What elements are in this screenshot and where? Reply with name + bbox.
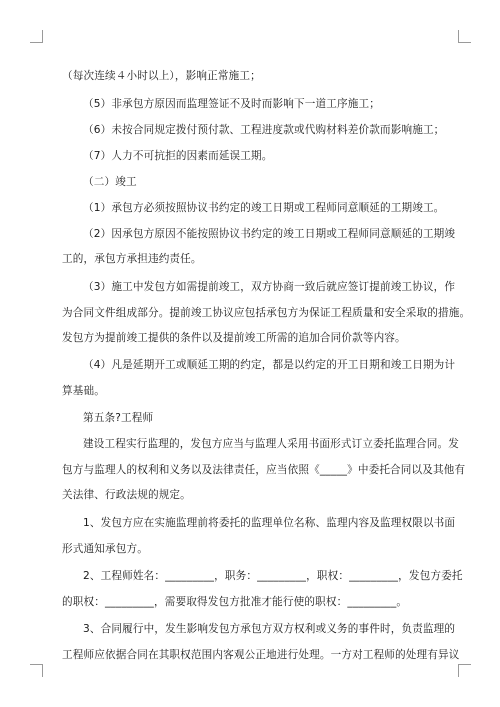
text-line: （1）承包方必须按照协议书约定的竣工日期或工程师同意顺延的工期竣工。 [83, 202, 445, 214]
text-line: （4）凡是延期开工或顺延工期的约定，都是以约定的开工日期和竣工日期为计 [83, 359, 456, 371]
text-line: （6）未按合同规定拨付预付款、工程进度款或代购材料差价款而影响施工； [83, 124, 445, 136]
text-line: 建设工程实行监理的，发包方应当与监理人采用书面形式订立委托监理合同。发 [83, 438, 460, 450]
text-line: （7）人力不可抗拒的因素而延误工期。 [83, 150, 273, 162]
text-line: 工程师应依据合同在其职权范围内客观公正地进行处理。一方对工程师的处理有异议 [62, 649, 460, 661]
text-line: 发包方为提前竣工提供的条件以及提前竣工所需的追加合同价款等内容。 [62, 332, 406, 344]
text-line: 算基础。 [62, 385, 105, 397]
text-line: 3、合同履行中，发生影响发包方承包方双方权利或义务的事件时，负责监理的 [83, 623, 456, 635]
text-line: 为合同文件组成部分。提前竣工协议应包括承包方为保证工程质量和安全采取的措施。 [62, 307, 471, 319]
text-line: （2）因承包方原因不能按照协议书约定的竣工日期或工程师同意顺延的工期竣 [83, 228, 456, 240]
text-line: （每次连续４小时以上），影响正常施工； [62, 70, 261, 82]
text-line: 形式通知承包方。 [62, 543, 148, 555]
text-line: （3）施工中发包方如需提前竣工，双方协商一致后就应签订提前竣工协议，作 [83, 281, 456, 293]
text-line: （5）非承包方原因而监理签证不及时而影响下一道工序施工； [83, 98, 380, 110]
article-heading: 第五条?工程师 [83, 412, 154, 424]
crop-mark-top-left [30, 30, 43, 43]
crop-mark-top-right [458, 30, 471, 43]
text-line: 关法律、行政法规的规定。 [62, 489, 191, 501]
text-line: 的职权：_________，需要取得发包方批准才能行使的职权：_________。 [62, 596, 408, 608]
crop-mark-bottom-left [30, 664, 43, 677]
section-heading: （二）竣工 [83, 176, 137, 188]
text-line: 1、发包方应在实施监理前将委托的监理单位名称、监理内容及监理权限以书面 [83, 517, 456, 529]
crop-mark-bottom-right [458, 664, 471, 677]
text-line: 2、工程师姓名：_________，职务：_________，职权：_________，发包方委托 [83, 570, 463, 582]
text-line: 包方与监理人的权利和义务以及法律责任，应当依照《_____》中委托合同以及其他有 [62, 464, 466, 476]
text-line: 工的，承包方承担违约责任。 [62, 253, 202, 265]
